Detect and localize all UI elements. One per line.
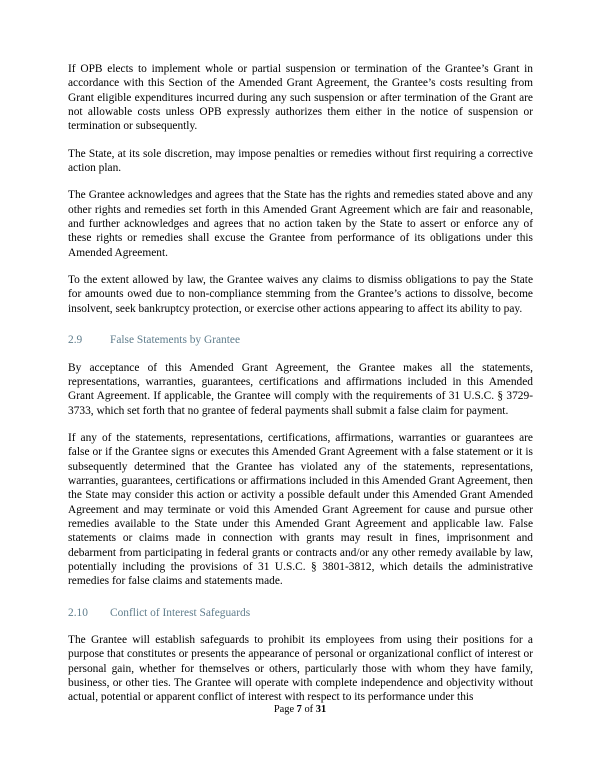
footer-of-label: of	[304, 704, 314, 715]
footer-total-pages: 31	[315, 704, 327, 715]
paragraph-acceptance-statements: By acceptance of this Amended Grant Agreement, the Grantee makes all the statements, representations, warranties, guarantees, certifications and affirmations included in this Amended Grant Agreement. If applicable, the Grantee will comply with the requirements of 31 U.S.C. § 3729-3733, which set forth that no grantee of federal payments shall submit a false claim for payment.	[68, 361, 533, 417]
section-number: 2.10	[68, 606, 88, 619]
paragraph-state-discretion: The State, at its sole discretion, may impose penalties or remedies without first requiring a corrective action plan.	[68, 147, 533, 175]
document-body	[68, 62, 533, 705]
footer-page-label: Page	[273, 704, 295, 715]
page-footer	[0, 703, 600, 716]
section-number: 2.9	[68, 334, 83, 347]
footer-current-page: 7	[296, 704, 302, 715]
paragraph-safeguards: The Grantee will establish safeguards to prohibit its employees from using their positions for a purpose that constitutes or presents the appearance of personal or organizational conflict of interest or personal gain, whether for themselves or others, particularly those with whom they have family, business, or other ties. The Grantee will operate with complete independence and objectivity without actual, potential or apparent conflict of interest with respect to its performance under this	[68, 634, 533, 704]
heading-false-statements	[68, 333, 533, 347]
paragraph-suspension-termination: If OPB elects to implement whole or partial suspension or termination of the Grantee’s Grant in accordance with this Section of the Amended Grant Agreement, the Grantee’s costs resulting from Grant eligible expenditures incurred during any such suspension or after termination of the Grant are not allowable costs unless OPB expressly authorizes them either in the notice of suspension or termination or subsequently.	[68, 63, 533, 133]
heading-conflict-of-interest	[68, 606, 533, 620]
section-title: Conflict of Interest Safeguards	[110, 606, 251, 619]
section-title: False Statements by Grantee	[110, 334, 241, 347]
paragraph-false-statement-consequences: If any of the statements, representations, certifications, affirmations, warranties or guarantees are false or if the Grantee signs or executes this Amended Grant Agreement with a false statement or it is subsequently determined that the Grantee has violated any of the statements, representations, warranties, guarantees, certifications or affirmations included in this Amended Grant Agreement, then the State may consider this action or activity a possible default under this Amended Grant Amended Agreement and may terminate or void this Amended Grant Agreement for cause and pursue other remedies available to the State under this Amended Grant Agreement and applicable law. False statements or claims made in connection with grants may result in fines, imprisonment and debarment from participating in federal grants or contracts and/or any other remedy available by law, potentially including the provisions of 31 U.S.C. § 3801-3812, which details the administrative remedies for false claims and statements made.	[68, 431, 533, 588]
paragraph-waiver-of-claims: To the extent allowed by law, the Grantee waives any claims to dismiss obligations to pay the State for amounts owed due to non-compliance stemming from the Grantee’s actions to dissolve, become insolvent, seek bankruptcy protection, or exercise other actions appearing to affect its ability to pay.	[68, 274, 533, 315]
paragraph-grantee-acknowledges: The Grantee acknowledges and agrees that the State has the rights and remedies stated above and any other rights and remedies set forth in this Amended Grant Agreement which are fair and reasonable, and further acknowledges and agrees that no action taken by the State to assert or enforce any of these rights or remedies shall excuse the Grantee from performance of its obligations under this Amended Agreement.	[68, 189, 533, 259]
